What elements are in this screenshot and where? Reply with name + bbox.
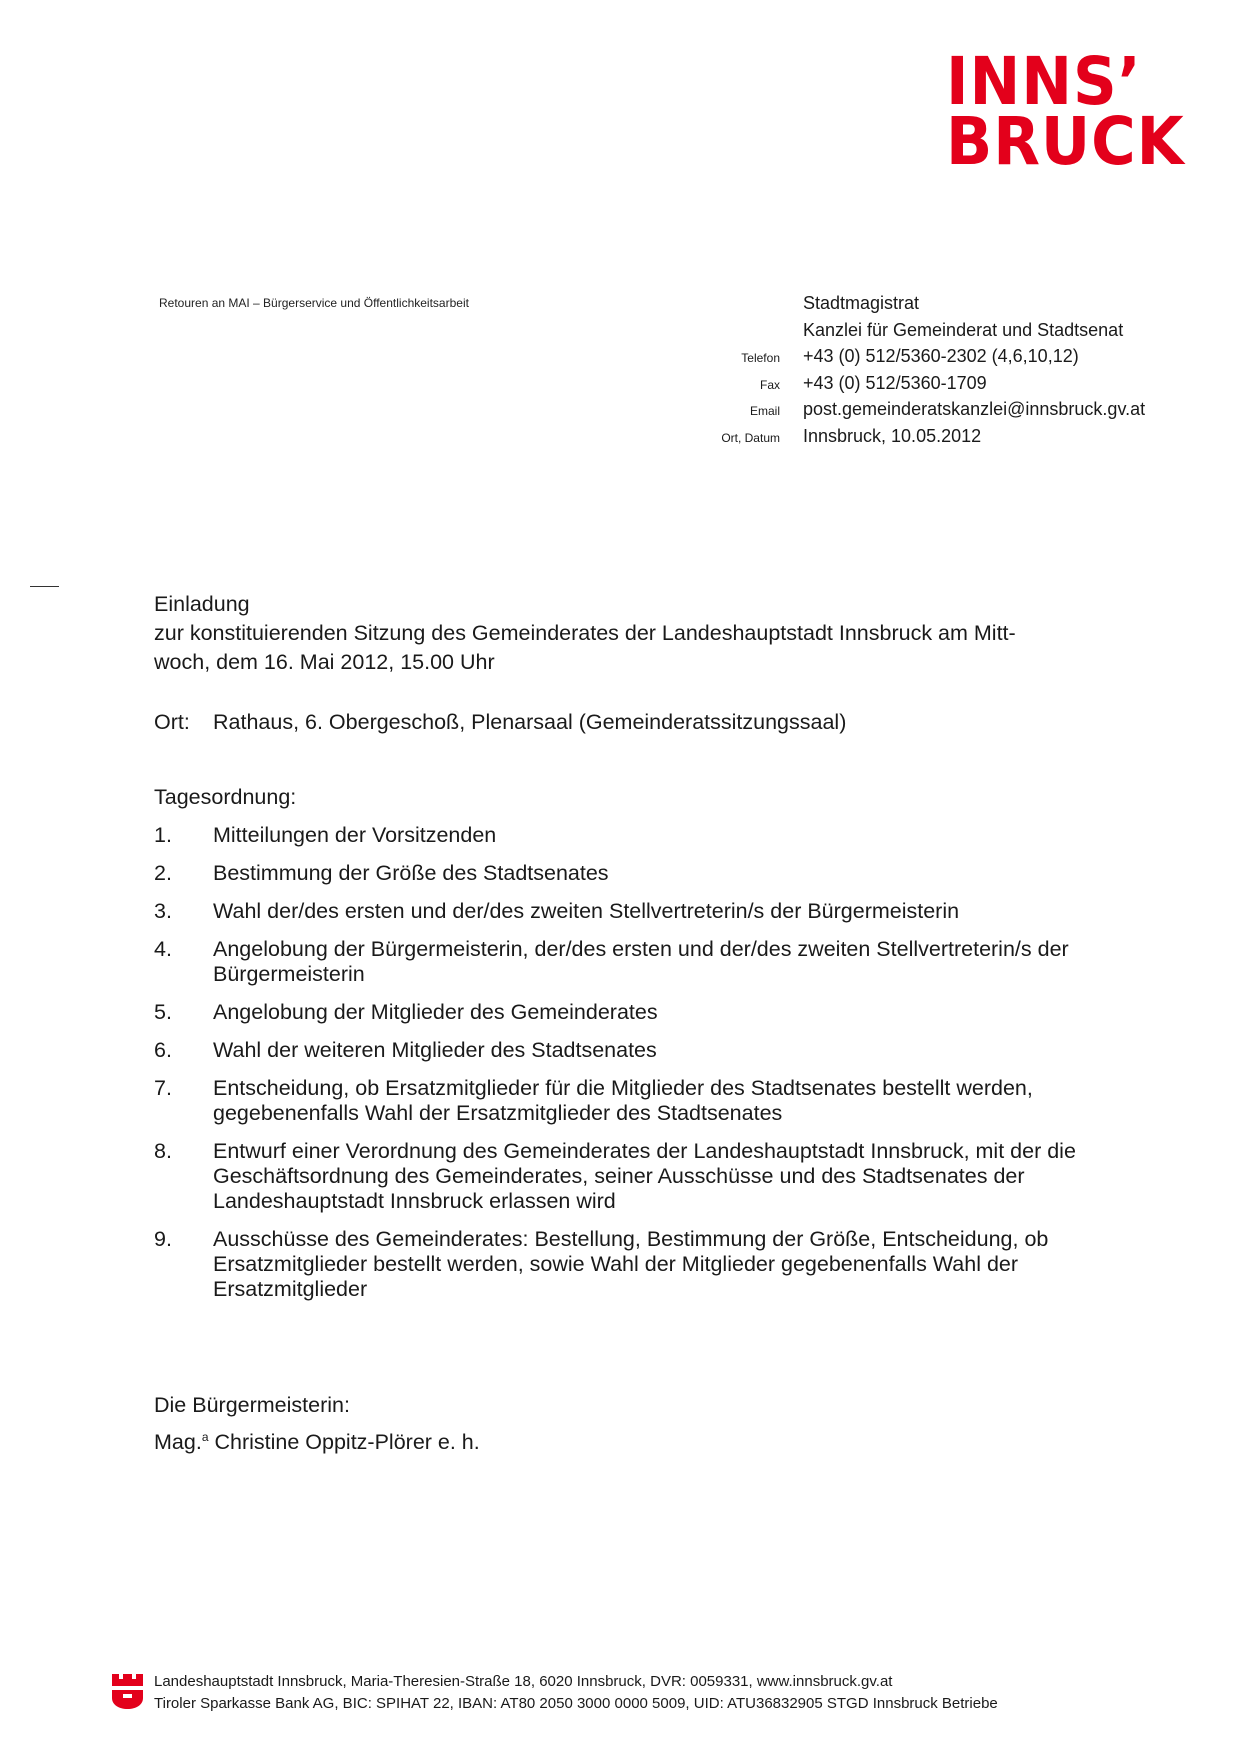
logo-line-1: INNS’ [946, 43, 1142, 120]
title-line-2: zur konstituierenden Sitzung des Gemeinderates der Landeshauptstadt Innsbruck am Mitt- [154, 621, 1016, 645]
location-label: Ort: [154, 710, 190, 734]
city-crest-icon [111, 1672, 144, 1710]
agenda-item-number: 2. [154, 861, 172, 885]
email-value: post.gemeinderatskanzlei@innsbruck.gv.at [803, 399, 1146, 419]
agenda-item [154, 937, 1144, 987]
agenda-item-text: Wahl der/des ersten und der/des zweiten Stellvertreterin/s der Bürgermeisterin [213, 899, 960, 923]
email-label: Email [749, 404, 780, 418]
footer-line-2: Tiroler Sparkasse Bank AG, BIC: SPIHAT 22, IBAN: AT80 2050 3000 0000 5009, UID: ATU36832905 STGD Innsbruck Betriebe [154, 1695, 998, 1712]
agenda-item-number: 7. [154, 1076, 172, 1100]
signature-role: Die Bürgermeisterin: [154, 1393, 350, 1417]
agenda-item-number: 1. [154, 823, 172, 847]
date-value: Innsbruck, 10.05.2012 [803, 425, 982, 446]
document-title [154, 590, 1114, 677]
agenda-item-text: Wahl der weiteren Mitglieder des Stadtsenates [213, 1038, 657, 1062]
signature-person: Christine Oppitz-Plörer e. h. [208, 1430, 480, 1455]
signature-title: Mag. [154, 1430, 202, 1455]
phone-value: +43 (0) 512/5360-2302 (4,6,10,12) [803, 346, 1079, 366]
agenda-item-text: Angelobung der Bürgermeisterin, der/des ersten und der/des zweiten Stellvertreterin/s der Bürgermeisterin [213, 937, 1069, 986]
agenda-item [154, 1000, 1144, 1025]
agenda-item-text: Ausschüsse des Gemeinderates: Bestellung, Bestimmung der Größe, Entscheidung, ob Ersatzmitglieder bestellt werden, sowie Wahl der Mitglieder gegebenenfalls Wahl der Ersatzmitglieder [213, 1227, 1049, 1301]
agenda-item-text: Angelobung der Mitglieder des Gemeinderates [213, 1000, 658, 1024]
sender-department: Stadtmagistrat [803, 293, 920, 313]
agenda-list [154, 823, 1144, 1315]
agenda-item-number: 5. [154, 1000, 172, 1024]
agenda-item-number: 9. [154, 1227, 172, 1251]
agenda-item-number: 8. [154, 1139, 172, 1163]
location-value: Rathaus, 6. Obergeschoß, Plenarsaal (Gemeinderatssitzungssaal) [213, 710, 847, 734]
sender-office: Kanzlei für Gemeinderat und Stadtsenat [803, 319, 1124, 340]
date-label: Ort, Datum [721, 430, 780, 445]
signature-title-sup: a [201, 1430, 209, 1444]
footer [154, 1671, 998, 1715]
agenda-item [154, 1038, 1144, 1063]
logo-line-2: BRUCK [946, 103, 1185, 180]
signature-name [154, 1430, 480, 1455]
fax-value: +43 (0) 512/5360-1709 [803, 372, 987, 393]
sender-block [660, 293, 1220, 452]
fax-label: Fax [759, 377, 780, 392]
agenda-item [154, 861, 1144, 886]
agenda-item [154, 1076, 1144, 1126]
agenda-item [154, 1227, 1144, 1302]
agenda-item-text: Bestimmung der Größe des Stadtsenates [213, 861, 609, 885]
location [154, 710, 846, 735]
agenda-item-number: 4. [154, 937, 172, 961]
fold-mark [30, 586, 59, 587]
agenda-item-text: Entwurf einer Verordnung des Gemeinderates der Landeshauptstadt Innsbruck, mit der die Geschäftsordnung des Gemeinderates, seiner Ausschüsse und des Stadtsenates der Landeshauptstadt Innsbruck erlassen wird [213, 1139, 1076, 1213]
agenda-item-number: 6. [154, 1038, 172, 1062]
agenda-heading: Tagesordnung: [154, 785, 297, 809]
return-address: Retouren an MAI – Bürgerservice und Öffentlichkeitsarbeit [159, 296, 469, 310]
agenda-item-number: 3. [154, 899, 172, 923]
agenda-item [154, 899, 1144, 924]
agenda-item-text: Mitteilungen der Vorsitzenden [213, 823, 497, 847]
title-line-3: woch, dem 16. Mai 2012, 15.00 Uhr [154, 650, 495, 674]
agenda-item [154, 823, 1144, 848]
title-line-1: Einladung [154, 592, 250, 616]
footer-line-1: Landeshauptstadt Innsbruck, Maria-Theresien-Straße 18, 6020 Innsbruck, DVR: 0059331, www.innsbruck.gv.at [154, 1673, 893, 1690]
agenda-item-text: Entscheidung, ob Ersatzmitglieder für die Mitglieder des Stadtsenates bestellt werden, gegebenenfalls Wahl der Ersatzmitglieder des Stadtsenates [213, 1076, 1033, 1125]
agenda-item [154, 1139, 1144, 1214]
city-logo [946, 43, 1186, 180]
phone-label: Telefon [741, 351, 780, 365]
